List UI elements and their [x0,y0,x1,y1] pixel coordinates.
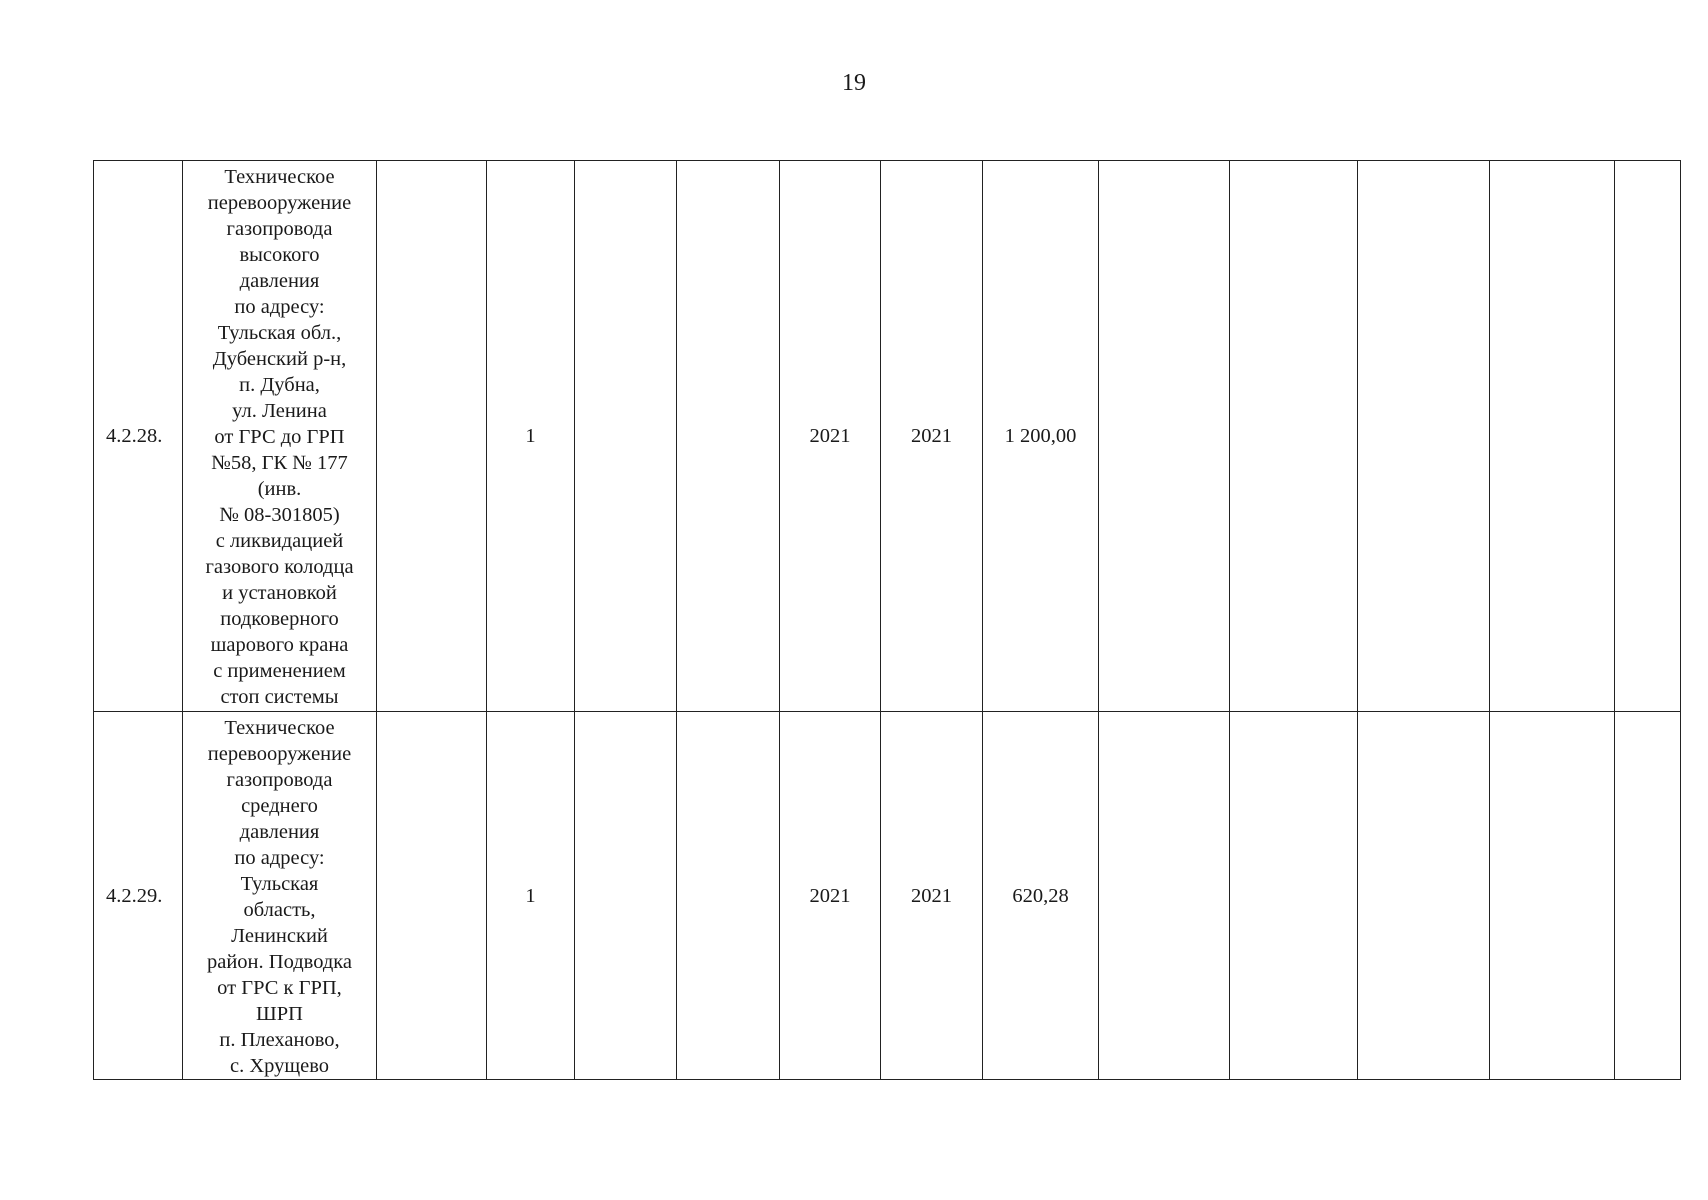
empty-cell [1230,161,1358,712]
description-line: п. Дубна, [239,374,320,396]
description-line: область, [243,899,316,921]
description-line: п. Плеханово, [219,1029,340,1051]
description-line: с. Хрущево [229,1055,330,1077]
description-line: по адресу: [234,296,325,318]
year-start-cell: 2021 [780,161,881,712]
description-line: с применением [213,660,346,682]
description-line: Техническое [224,717,335,739]
description-line: давления [239,270,320,292]
works-table [93,160,1681,1080]
year-end-cell: 2021 [881,161,983,712]
description-line: газопровода [226,769,333,791]
description-line: (инв. [257,478,302,500]
row-number: 4.2.29. [94,712,183,1080]
description-line: район. Подводка [206,951,353,973]
description-line: от ГРС к ГРП, [217,977,342,999]
description-line: высокого [239,244,320,266]
quantity-cell: 1 [487,712,575,1080]
description-line: Тульская обл., [217,322,342,344]
empty-cell [1358,712,1490,1080]
empty-cell [1099,712,1230,1080]
empty-cell [1490,712,1615,1080]
description-line: ШРП [256,1003,303,1025]
empty-cell [575,161,677,712]
empty-cell [677,712,780,1080]
description-line: давления [239,821,320,843]
empty-cell [1615,712,1681,1080]
amount-cell: 1 200,00 [983,161,1099,712]
year-start-cell: 2021 [780,712,881,1080]
description-line: с ликвидацией [215,530,344,552]
description-line: Техническое [224,166,335,188]
description-line: газопровода [226,218,333,240]
empty-cell [575,712,677,1080]
description-line: от ГРС до ГРП [214,426,345,448]
empty-cell [1615,161,1681,712]
description-line: перевооружение [207,743,352,765]
empty-cell [377,161,487,712]
description-line: Ленинский [231,925,328,947]
year-end-cell: 2021 [881,712,983,1080]
description-line: № 08-301805) [219,504,340,526]
table-row [94,161,1681,712]
description-line: шарового крана [210,634,349,656]
description-line: и установкой [222,582,337,604]
empty-cell [1230,712,1358,1080]
empty-cell [1358,161,1490,712]
description-line: среднего [241,795,318,817]
description-line: перевооружение [207,192,352,214]
empty-cell [1099,161,1230,712]
description-line: №58, ГК № 177 [211,452,348,474]
table-row [94,712,1681,1080]
page-number: 19 [842,70,866,96]
description-line: ул. Ленина [232,400,327,422]
row-description [183,161,377,712]
description-line: Тульская [240,873,319,895]
description-line: подковерного [220,608,339,630]
quantity-cell: 1 [487,161,575,712]
empty-cell [677,161,780,712]
amount-cell: 620,28 [983,712,1099,1080]
description-line: газового колодца [205,556,354,578]
description-line: стоп системы [220,686,339,708]
row-description [183,712,377,1080]
empty-cell [1490,161,1615,712]
description-line: по адресу: [234,847,325,869]
empty-cell [377,712,487,1080]
description-line: Дубенский р-н, [212,348,347,370]
row-number: 4.2.28. [94,161,183,712]
